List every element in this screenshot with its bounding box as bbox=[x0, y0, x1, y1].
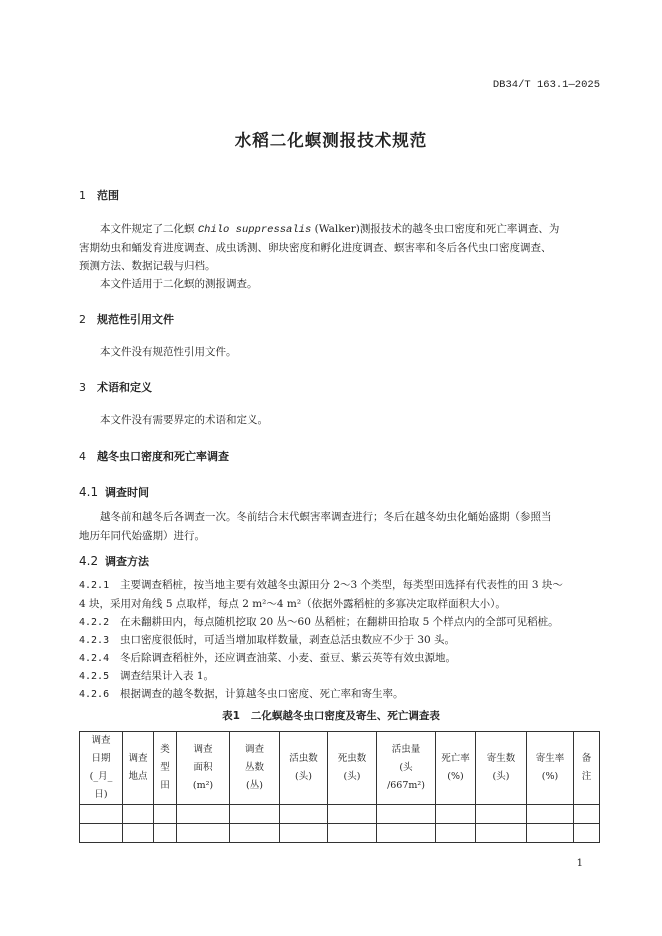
clause-4-2-6 bbox=[79, 686, 404, 701]
column-header bbox=[377, 732, 436, 805]
column-header-line: (头) bbox=[295, 771, 312, 782]
column-header bbox=[280, 732, 328, 805]
section-3-paragraph: 本文件没有需要界定的术语和定义。 bbox=[100, 414, 268, 426]
clause-text: 主要调查稻桩，按当地主要有效越冬虫源田分 2～3 个类型，每类型田选择有代表性的田 3 块～ bbox=[120, 579, 563, 591]
table-caption bbox=[0, 708, 662, 723]
column-header bbox=[154, 732, 177, 805]
table-cell[interactable] bbox=[123, 805, 154, 824]
table-cell[interactable] bbox=[574, 805, 600, 824]
table-cell[interactable] bbox=[476, 805, 527, 824]
table-cell[interactable] bbox=[377, 824, 436, 843]
section-2-paragraph: 本文件没有规范性引用文件。 bbox=[100, 346, 237, 358]
clause-4-2-5 bbox=[79, 668, 214, 683]
subsection-title: 调查时间 bbox=[105, 486, 149, 499]
clause-number: 4.2.1 bbox=[79, 580, 110, 591]
clause-number: 4.2.4 bbox=[79, 653, 110, 664]
section-number: 4 bbox=[79, 450, 86, 463]
table-cell[interactable] bbox=[80, 824, 123, 843]
subsection-4-1-line: 越冬前和越冬后各调查一次。冬前结合末代螟害率调查进行；冬后在越冬幼虫化蛹始盛期（参照当 bbox=[100, 511, 552, 523]
column-header-line: 地点 bbox=[128, 771, 148, 782]
column-header bbox=[527, 732, 574, 805]
column-header-line: 活虫量 bbox=[391, 744, 421, 755]
table-cell[interactable] bbox=[377, 805, 436, 824]
table-cell[interactable] bbox=[177, 805, 230, 824]
section-1-paragraph bbox=[79, 220, 599, 240]
section-4-heading bbox=[79, 448, 229, 464]
table-header-row bbox=[80, 732, 600, 805]
survey-table bbox=[79, 731, 600, 843]
column-header-line: 调查 bbox=[128, 753, 148, 764]
section-number: 2 bbox=[79, 313, 86, 326]
column-header-line: /667m²) bbox=[387, 780, 425, 791]
section-2-heading bbox=[79, 311, 174, 327]
table-row bbox=[80, 824, 600, 843]
section-title: 范围 bbox=[97, 189, 119, 202]
column-header-line: (丛) bbox=[246, 780, 263, 791]
column-header-line: 死亡率 bbox=[441, 753, 470, 764]
clause-4-2-3 bbox=[79, 632, 455, 647]
column-header-line: 调查 bbox=[244, 744, 264, 755]
column-header-line: (_月_ bbox=[89, 771, 113, 782]
table-cell[interactable] bbox=[328, 805, 377, 824]
column-header bbox=[328, 732, 377, 805]
column-header-line: 死虫数 bbox=[337, 753, 367, 764]
column-header-line: (头) bbox=[343, 771, 361, 782]
clause-4-2-1-cont: 4 块，采用对角线 5 点取样，每点 2 m²～4 m²（依据外露稻桩的多寡决定取样面积大小）。 bbox=[79, 598, 506, 610]
subsection-4-2-heading bbox=[79, 553, 149, 569]
clause-number: 4.2.5 bbox=[79, 671, 110, 682]
column-header bbox=[177, 732, 230, 805]
section-title: 越冬虫口密度和死亡率调查 bbox=[97, 450, 229, 463]
table-cell[interactable] bbox=[80, 805, 123, 824]
column-header-line: 丛数 bbox=[244, 762, 264, 773]
table-cell[interactable] bbox=[154, 805, 177, 824]
subsection-4-1-heading bbox=[79, 484, 149, 500]
clause-4-2-1 bbox=[79, 577, 563, 592]
clause-4-2-2 bbox=[79, 614, 559, 629]
column-header bbox=[80, 732, 123, 805]
table-cell[interactable] bbox=[230, 805, 280, 824]
column-header-line: 日期 bbox=[91, 753, 111, 764]
clause-text: 冬后除调查稻桩外，还应调查油菜、小麦、蚕豆、紫云英等有效虫源地。 bbox=[120, 652, 456, 664]
subsection-4-1-line: 地历年同代始盛期）进行。 bbox=[79, 530, 205, 542]
text-run: 本文件规定了二化螟 bbox=[100, 223, 198, 235]
column-header bbox=[436, 732, 476, 805]
section-title: 术语和定义 bbox=[97, 381, 152, 394]
table-cell[interactable] bbox=[476, 824, 527, 843]
section-title: 规范性引用文件 bbox=[97, 313, 174, 326]
column-header-line: (头 bbox=[399, 762, 413, 773]
column-header bbox=[574, 732, 600, 805]
clause-number: 4.2.3 bbox=[79, 635, 110, 646]
section-1-paragraph-2: 本文件适用于二化螟的测报调查。 bbox=[100, 278, 258, 290]
column-header-line: 调查 bbox=[91, 735, 111, 746]
clause-number: 4.2.6 bbox=[79, 689, 110, 700]
subsection-number: 4.1 bbox=[79, 485, 99, 499]
column-header bbox=[476, 732, 527, 805]
column-header-line: (m²) bbox=[192, 780, 214, 791]
table-cell[interactable] bbox=[328, 824, 377, 843]
column-header-line: 田 bbox=[160, 780, 170, 791]
table-cell[interactable] bbox=[527, 805, 574, 824]
table-cell[interactable] bbox=[436, 824, 476, 843]
table-number: 表1 bbox=[222, 710, 240, 722]
clause-text: 在未翻耕田内，每点随机挖取 20 丛～60 丛稻桩；在翻耕田拾取 5 个样点内的全部可见稻桩。 bbox=[120, 616, 559, 628]
column-header-line: 型 bbox=[160, 762, 170, 773]
table-cell[interactable] bbox=[574, 824, 600, 843]
table-cell[interactable] bbox=[230, 824, 280, 843]
table-cell[interactable] bbox=[123, 824, 154, 843]
section-1-paragraph-line: 预测方法、数据记载与归档。 bbox=[79, 260, 216, 272]
column-header bbox=[123, 732, 154, 805]
subsection-title: 调查方法 bbox=[105, 555, 149, 568]
column-header-line: 面积 bbox=[193, 762, 213, 773]
table-title: 二化螟越冬虫口密度及寄生、死亡调查表 bbox=[250, 710, 440, 722]
column-header-line: (头) bbox=[492, 771, 510, 782]
clause-4-2-4 bbox=[79, 650, 456, 665]
table-row bbox=[80, 805, 600, 824]
page-number: 1 bbox=[576, 858, 583, 869]
section-1-paragraph-line: 害期幼虫和蛹发育进度调查、成虫诱测、卵块密度和孵化进度调查、螟害率和冬后各代虫口密度调查、 bbox=[79, 242, 552, 254]
column-header-line: 调查 bbox=[193, 744, 213, 755]
table-cell[interactable] bbox=[436, 805, 476, 824]
column-header-line: 寄生数 bbox=[486, 753, 516, 764]
column-header-line: (%) bbox=[447, 771, 464, 782]
table-cell[interactable] bbox=[154, 824, 177, 843]
standard-number: DB34/T 163.1—2025 bbox=[492, 79, 600, 91]
page-title: 水稻二化螟测报技术规范 bbox=[234, 131, 428, 150]
table-cell[interactable] bbox=[527, 824, 574, 843]
section-number: 3 bbox=[79, 381, 86, 394]
text-run: (Walker)测报技术的越冬虫口密度和死亡率调查、为 bbox=[311, 223, 560, 235]
clause-text: 虫口密度很低时，可适当增加取样数量，剥查总活虫数应不少于 30 头。 bbox=[120, 634, 456, 646]
column-header-line: 活虫数 bbox=[289, 753, 318, 764]
section-number: 1 bbox=[79, 189, 86, 202]
table-cell[interactable] bbox=[280, 805, 328, 824]
column-header-line: 备 bbox=[581, 753, 592, 764]
section-1-heading bbox=[79, 187, 119, 203]
table-cell[interactable] bbox=[280, 824, 328, 843]
clause-text: 根据调查的越冬数据，计算越冬虫口密度、死亡率和寄生率。 bbox=[120, 688, 404, 700]
section-3-heading bbox=[79, 379, 152, 395]
table-cell[interactable] bbox=[177, 824, 230, 843]
latin-name: Chilo suppressalis bbox=[197, 224, 312, 236]
clause-number: 4.2.2 bbox=[79, 617, 110, 628]
clause-text: 调查结果计入表 1。 bbox=[120, 670, 215, 682]
column-header bbox=[230, 732, 280, 805]
subsection-number: 4.2 bbox=[79, 554, 99, 568]
column-header-line: (%) bbox=[541, 771, 559, 782]
column-header-line: 注 bbox=[581, 771, 592, 782]
column-header-line: 日) bbox=[94, 789, 108, 800]
column-header-line: 寄生率 bbox=[535, 753, 565, 764]
column-header-line: 类 bbox=[160, 744, 170, 755]
